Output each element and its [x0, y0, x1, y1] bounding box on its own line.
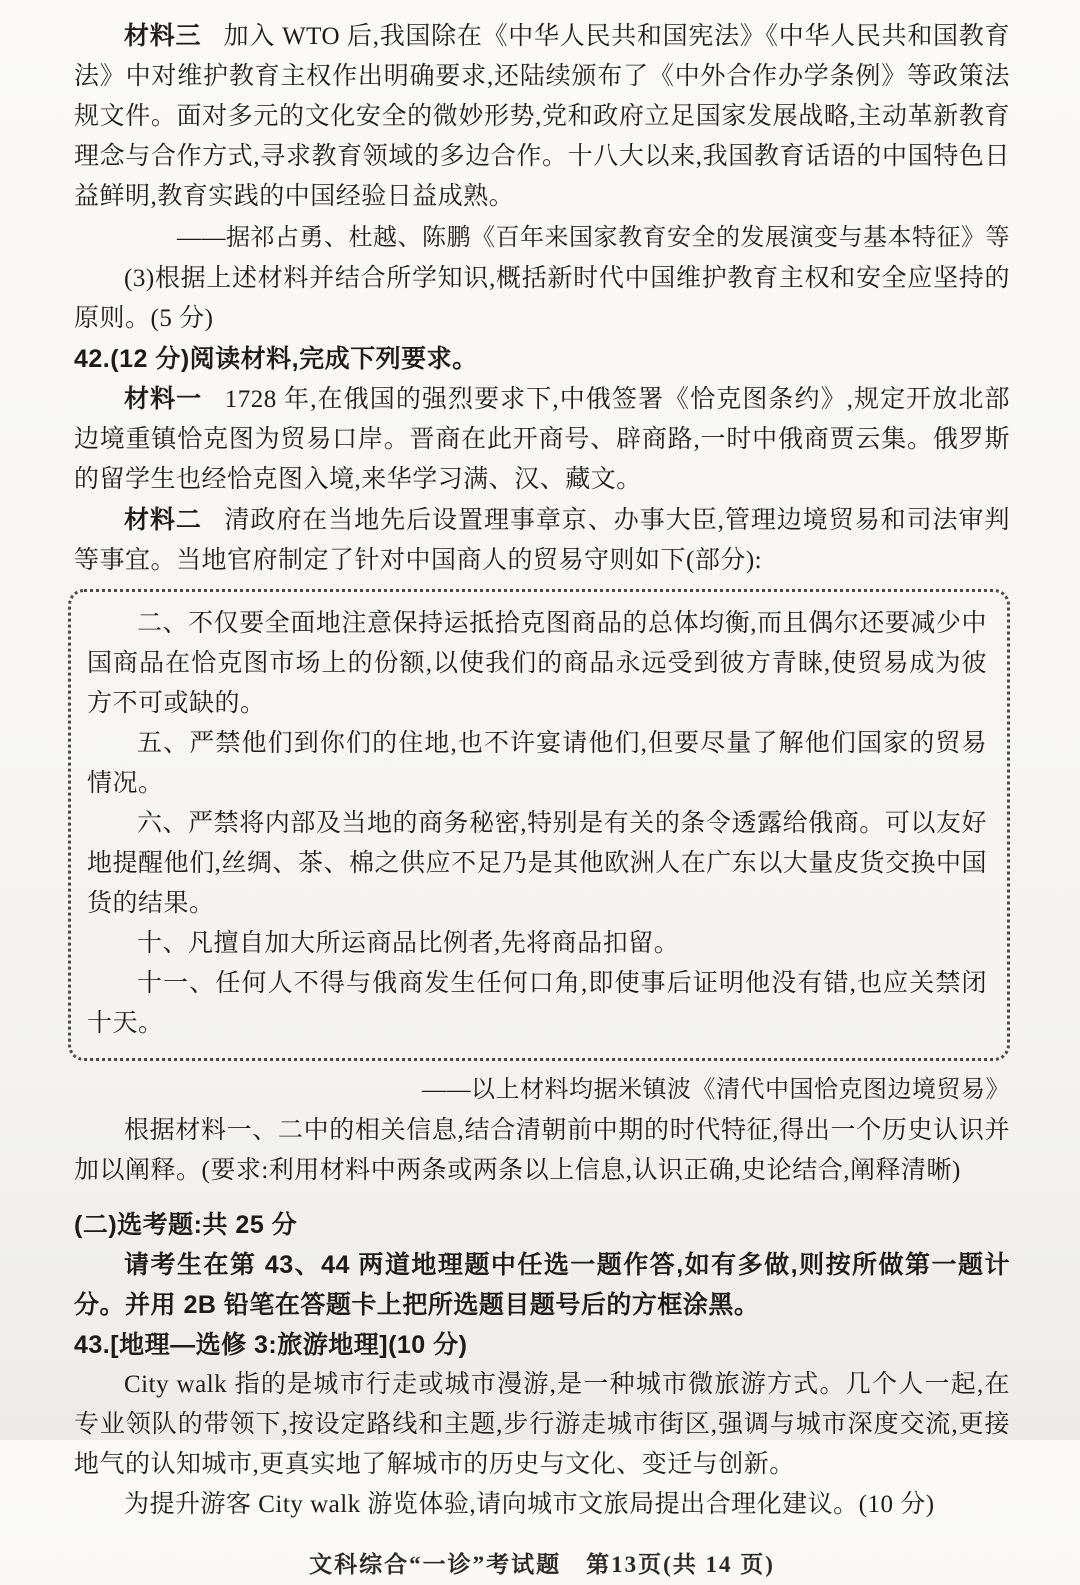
material1-paragraph	[74, 379, 1010, 500]
trade-rule-11: 十一、任何人不得与俄商发生任何口角,即使事后证明他没有错,也应关禁闭十天。	[87, 970, 987, 1037]
material3-paragraph	[74, 16, 1010, 217]
material3-text: 加入 WTO 后,我国除在《中华人民共和国宪法》《中华人民共和国教育法》中对维护教育主权作出明确要求,还陆续颁布了《中外合作办学条例》等政策法规文件。面对多元的文化安全的微妙形势,党和政府立足国家发展战略,主动革新教育理念与合作方式,寻求教育领域的多边合作。十八大以来,我国教育话语的中国特色日益鲜明,教育实践的中国经验日益成熟。	[74, 23, 1010, 210]
material2-text: 清政府在当地先后设置理事章京、办事大臣,管理边境贸易和司法审判等事宜。当地官府制定了针对中国商人的贸易守则如下(部分):	[74, 507, 1010, 574]
trade-rule-6: 六、严禁将内部及当地的商务秘密,特别是有关的条令透露给俄商。可以友好地提醒他们,丝绸、茶、棉之供应不足乃是其他欧洲人在广东以大量皮货交换中国货的结果。	[87, 810, 987, 917]
question43-header: 43.[地理—选修 3:旅游地理](10 分)	[74, 1331, 468, 1359]
question43-body: City walk 指的是城市行走或城市漫游,是一种城市微旅游方式。几个人一起,在专业领队的带领下,按设定路线和主题,步行游走城市街区,强调与城市深度交流,更接地气的认知城市,更真实地了解城市的历史与文化、变迁与创新。	[74, 1371, 1010, 1478]
page-footer: 文科综合“一诊”考试题 第13页(共 14 页)	[309, 1552, 775, 1577]
question42-task: 根据材料一、二中的相关信息,结合清朝前中期的时代特征,得出一个历史认识并加以阐释。(要求:利用材料中两条或两条以上信息,认识正确,史论结合,阐释清晰)	[74, 1117, 1010, 1184]
question42-citation: ——以上材料均据米镇波《清代中国恰克图边境贸易》	[422, 1077, 1010, 1103]
trade-rule-10: 十、凡擅自加大所运商品比例者,先将商品扣留。	[137, 930, 680, 957]
material1-text: 1728 年,在俄国的强烈要求下,中俄签署《恰克图条约》,规定开放北部边境重镇恰克图为贸易口岸。晋商在此开商号、辟商路,一时中俄商贾云集。俄罗斯的留学生也经恰克图入境,来华学习满、汉、藏文。	[74, 386, 1010, 493]
material3-label: 材料三	[124, 22, 202, 50]
section2-instruction: 请考生在第 43、44 两道地理题中任选一题作答,如有多做,则按所做第一题计分。并用 2B 铅笔在答题卡上把所选题目题号后的方框涂黑。	[74, 1251, 1010, 1319]
trade-rule-5: 五、严禁他们到你们的住地,也不许宴请他们,但要尽量了解他们国家的贸易情况。	[87, 730, 987, 797]
section2-header: (二)选考题:共 25 分	[74, 1211, 298, 1239]
material1-label: 材料一	[124, 385, 203, 413]
trade-rule-2: 二、不仅要全面地注意保持运抵拾克图商品的总体均衡,而且偶尔还要减少中国商品在恰克图市场上的份额,以使我们的商品永远受到彼方青睐,使贸易成为彼方不可或缺的。	[87, 610, 987, 717]
material2-label: 材料二	[124, 506, 202, 534]
question43-task: 为提升游客 City walk 游览体验,请向城市文旅局提出合理化建议。(10 分)	[124, 1491, 935, 1518]
material3-citation: ——据祁占勇、杜越、陈鹏《百年来国家教育安全的发展演变与基本特征》等	[177, 225, 1010, 251]
trade-rules-box	[68, 589, 1010, 1061]
question3-text: (3)根据上述材料并结合所学知识,概括新时代中国维护教育主权和安全应坚持的原则。(5 分)	[74, 265, 1010, 332]
question42-header: 42.(12 分)阅读材料,完成下列要求。	[74, 345, 478, 373]
material2-paragraph	[74, 500, 1010, 581]
